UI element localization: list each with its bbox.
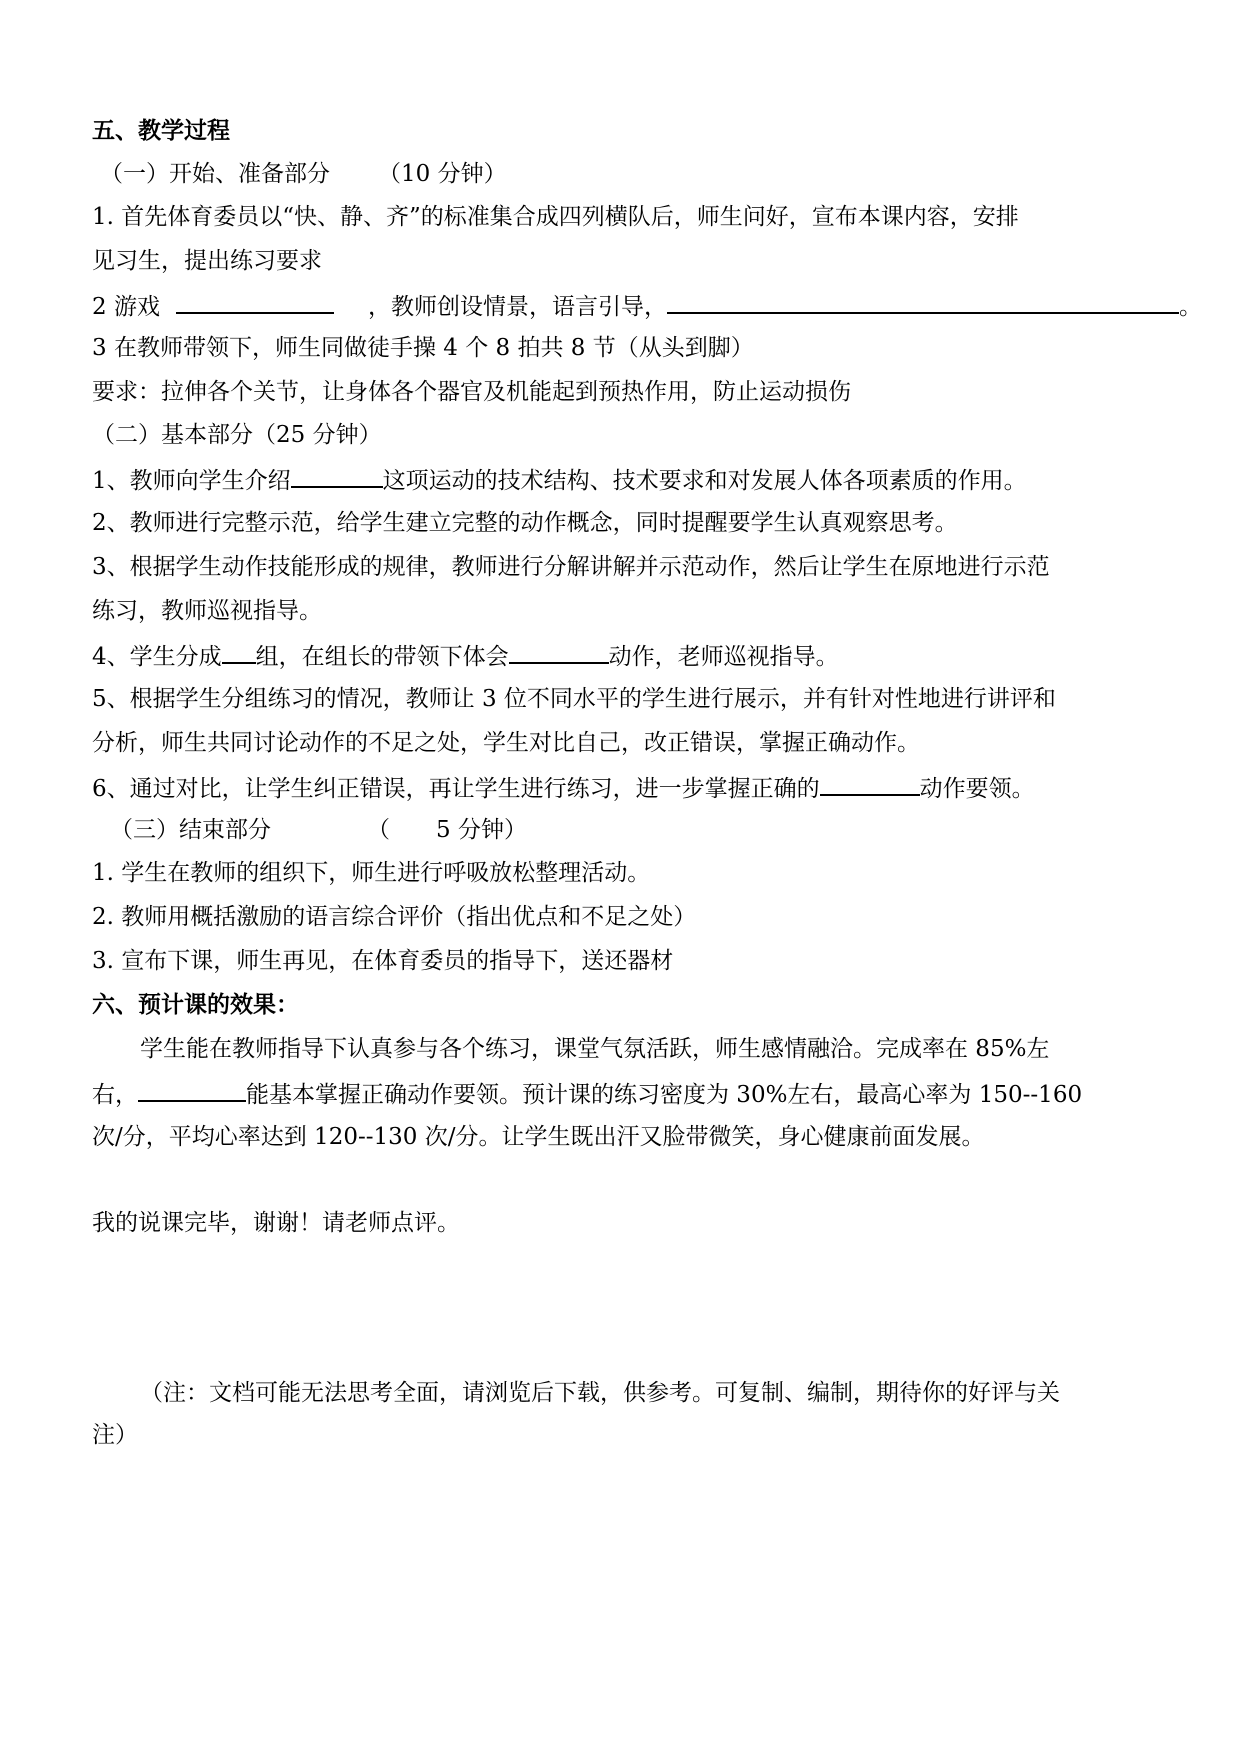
basic-item-1-end: 这项运动的技术结构、技术要求和对发展人体各项素质的作用。	[382, 468, 1027, 494]
effect-line-2	[92, 1078, 1082, 1110]
effect-line-3: 次/分，平均心率达到 120--130 次/分。让学生既出汗又脸带微笑，身心健康前面发展。	[92, 1124, 985, 1150]
part-1-time: （10 分钟）	[378, 161, 507, 187]
basic-item-6	[92, 772, 1035, 804]
section-5-title: 五、教学过程	[92, 118, 230, 144]
basic-item-5-line-2: 分析，师生共同讨论动作的不足之处，学生对比自己，改正错误，掌握正确动作。	[92, 730, 920, 756]
basic-item-3-line-1: 3、根据学生动作技能形成的规律，教师进行分解讲解并示范动作，然后让学生在原地进行示范	[92, 554, 1050, 580]
effect-line-2-end: 能基本掌握正确动作要领。预计课的练习密度为 30%左右，最高心率为 150--160	[246, 1082, 1083, 1108]
part-1-heading	[100, 159, 507, 189]
part-3-heading	[110, 815, 527, 845]
end-item-2: 2. 教师用概括激励的语言综合评价（指出优点和不足之处）	[92, 904, 697, 930]
note-line-2: 注）	[92, 1422, 138, 1448]
end-item-3: 3. 宣布下课，师生再见，在体育委员的指导下，送还器材	[92, 948, 674, 974]
requirement: 要求：拉伸各个关节，让身体各个器官及机能起到预热作用，防止运动损伤	[92, 379, 851, 405]
basic-item-5-line-1: 5、根据学生分组练习的情况，教师让 3 位不同水平的学生进行展示，并有针对性地进行讲评和	[92, 686, 1056, 712]
basic-item-4-end: 动作，老师巡视指导。	[608, 644, 839, 670]
closing-remark: 我的说课完毕，谢谢！请老师点评。	[92, 1210, 460, 1236]
part-3-name: （三）结束部分	[110, 817, 271, 843]
end-item-1: 1. 学生在教师的组织下，师生进行呼吸放松整理活动。	[92, 860, 651, 886]
part-3-time: （ 5 分钟）	[367, 817, 527, 843]
basic-item-1	[92, 464, 1027, 496]
basic-item-3-line-2: 练习，教师巡视指导。	[92, 598, 322, 624]
item-2-middle: ，教师创设情景，语言引导，	[367, 294, 667, 320]
effect-line-1: 学生能在教师指导下认真参与各个练习，课堂气氛活跃，师生感情融洽。完成率在 85%左	[140, 1036, 1050, 1062]
part-2-heading: （二）基本部分（25 分钟）	[92, 422, 382, 448]
basic-item-1-start: 1、教师向学生介绍	[92, 468, 291, 494]
part-1-name: （一）开始、准备部分	[100, 161, 330, 187]
section-6-title: 六、预计课的效果：	[92, 992, 299, 1018]
blank-game-name	[176, 290, 334, 314]
blank-sport-name	[291, 464, 383, 488]
basic-item-2: 2、教师进行完整示范，给学生建立完整的动作概念，同时提醒要学生认真观察思考。	[92, 510, 958, 536]
blank-correct-movement	[820, 772, 920, 796]
blank-students	[138, 1078, 246, 1102]
item-2-prefix: 2 游戏	[92, 294, 160, 320]
basic-item-4	[92, 640, 839, 672]
blank-game-guide	[667, 290, 1179, 314]
item-3: 3 在教师带领下，师生同做徒手操 4 个 8 拍共 8 节（从头到脚）	[92, 335, 754, 361]
basic-item-6-end: 动作要领。	[919, 776, 1035, 802]
basic-item-4-middle: 组，在组长的带领下体会	[255, 644, 509, 670]
blank-group-count	[222, 640, 256, 664]
effect-line-2-start: 右，	[92, 1082, 138, 1108]
blank-movement	[509, 640, 609, 664]
item-1-line-2: 见习生，提出练习要求	[92, 248, 322, 274]
basic-item-6-start: 6、通过对比，让学生纠正错误，再让学生进行练习，进一步掌握正确的	[92, 776, 820, 802]
item-2-end: 。	[1178, 294, 1202, 320]
basic-item-4-start: 4、学生分成	[92, 644, 222, 670]
note-line-1: （注：文档可能无法思考全面，请浏览后下载，供参考。可复制、编制，期待你的好评与关	[140, 1380, 1060, 1406]
item-2	[92, 290, 1202, 322]
item-1-line-1: 1. 首先体育委员以“快、静、齐”的标准集合成四列横队后，师生问好，宣布本课内容，安排	[92, 204, 1019, 230]
